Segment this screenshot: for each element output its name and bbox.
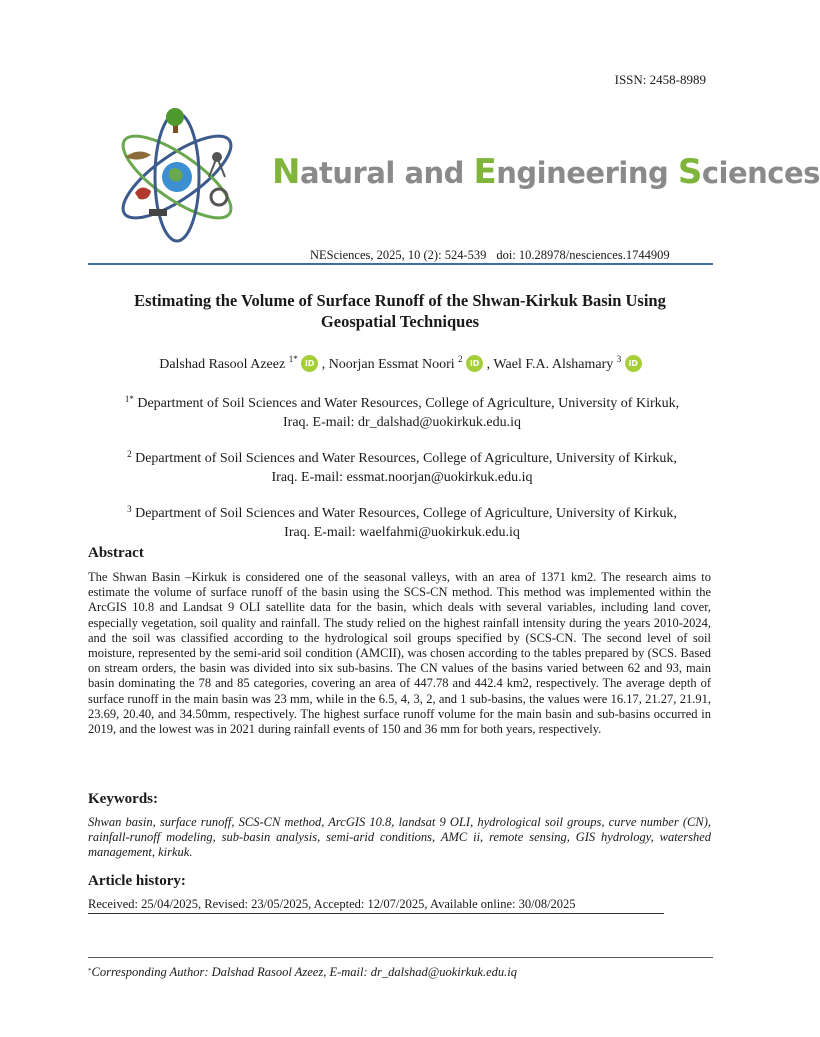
orcid-icon[interactable]: iD: [625, 355, 642, 372]
title-line-2: Geospatial Techniques: [320, 312, 480, 331]
citation: NESciences, 2025, 10 (2): 524-539: [310, 248, 487, 262]
orcid-icon[interactable]: iD: [466, 355, 483, 372]
affiliation-sup: 3: [127, 504, 132, 514]
journal-name-cap-e: E: [473, 152, 497, 192]
issn: ISSN: 2458-8989: [614, 72, 706, 87]
affiliation-3: [92, 500, 712, 542]
affiliation-line-2: Iraq. E-mail: dr_dalshad@uokirkuk.edu.iq: [283, 415, 521, 430]
affiliation-sup: 2: [127, 449, 132, 459]
keywords-heading: Keywords:: [88, 791, 158, 807]
journal-name-rest-1: atural and: [299, 156, 474, 190]
journal-name-cap-n: N: [272, 152, 300, 192]
author-list: [88, 354, 713, 373]
abstract-body: The Shwan Basin –Kirkuk is considered one of the seasonal valleys, with an area of 1371 km2. The research aims to estimate the volume of surface runoff of the basin using the SCS-CN method. This method was implemented within the ArcGIS 10.8 and Landsat 9 OLI satellite data for the basin, which deals with several variables, including land cover, especially vegetation, soil quality and rainfall. The study relied on the highest rainfall intensity during the years 2010-2024, and the soil was classified according to the hydrological soil groups specified by (SCS-CN. The second level of soil moisture, represented by the semi-arid soil condition (AMCII), was chosen according to the tables prepared by (SCS. Based on stream orders, the basin was divided into six sub-basins. The CN values of the basins varied between 62 and 93, main basin dominating the 78 and 85 categories, covering an area of 447.78 and 442.4 km2, respectively. The average depth of surface runoff in the main basin was 23 mm, while in the 6.5, 4, 3, 2, and 1 sub-basins, the values were 16.17, 21.27, 21.91, 23.69, 20.40, and 34.50mm, respectively. The highest surface runoff volume for the main basin and sub-basins occurred in 2019, and the lowest was in 2021 during rainfall events of 150 and 36 mm for both years, respectively.: [88, 570, 711, 737]
article-title: [100, 290, 700, 332]
journal-name-rest-2: ngineering: [496, 156, 678, 190]
author-separator: ,: [318, 357, 326, 372]
author-name: Dalshad Rasool Azeez: [159, 357, 286, 372]
history-divider: [88, 913, 664, 914]
doi-link[interactable]: doi: 10.28978/nesciences.1744909: [496, 248, 670, 262]
footnote-divider: [88, 957, 713, 958]
keywords-body: Shwan basin, surface runoff, SCS-CN method, ArcGIS 10.8, landsat 9 OLI, hydrological soil groups, curve number (CN), rainfall-runoff modeling, sub-basin analysis, semi-arid conditions, AMC ii, remote sensing, GIS hydrology, watershed management, kirkuk.: [88, 815, 711, 860]
affiliation-line-1: Department of Soil Sciences and Water Resources, College of Agriculture, University of Kirkuk,: [135, 451, 677, 466]
footnote-text: Corresponding Author: Dalshad Rasool Azeez, E-mail: dr_dalshad@uokirkuk.edu.iq: [91, 965, 517, 979]
affiliation-2: [92, 445, 712, 487]
affiliation-line-1: Department of Soil Sciences and Water Resources, College of Agriculture, University of Kirkuk,: [135, 506, 677, 521]
title-line-1: Estimating the Volume of Surface Runoff of the Shwan-Kirkuk Basin Using: [134, 291, 666, 310]
orcid-icon[interactable]: iD: [301, 355, 318, 372]
footnote-marker: *: [88, 967, 92, 975]
citation-line: [310, 248, 670, 263]
author-separator: ,: [483, 357, 491, 372]
journal-name: [272, 152, 820, 192]
journal-name-rest-3: ciences: [701, 156, 820, 190]
corresponding-author-footnote: [88, 965, 517, 980]
history-body: Received: 25/04/2025, Revised: 23/05/2025, Accepted: 12/07/2025, Available online: 30/08/2025: [88, 897, 576, 911]
history-heading: Article history:: [88, 873, 186, 889]
affiliation-1: [92, 390, 712, 432]
header-divider: [88, 263, 713, 265]
author-name: Noorjan Essmat Noori: [328, 357, 455, 372]
author-name: Wael F.A. Alshamary: [493, 357, 614, 372]
author-sup: 2: [458, 354, 463, 364]
author-sup: 1*: [288, 354, 298, 364]
affiliation-line-2: Iraq. E-mail: essmat.noorjan@uokirkuk.edu.iq: [271, 470, 533, 485]
affiliation-line-1: Department of Soil Sciences and Water Resources, College of Agriculture, University of Kirkuk,: [137, 396, 680, 411]
journal-name-cap-s: S: [677, 152, 702, 192]
affiliation-line-2: Iraq. E-mail: waelfahmi@uokirkuk.edu.iq: [284, 525, 520, 540]
author-sup: 3: [616, 354, 622, 364]
abstract-heading: Abstract: [88, 545, 144, 561]
affiliation-sup: 1*: [124, 394, 134, 404]
journal-logo-icon: [105, 105, 265, 245]
